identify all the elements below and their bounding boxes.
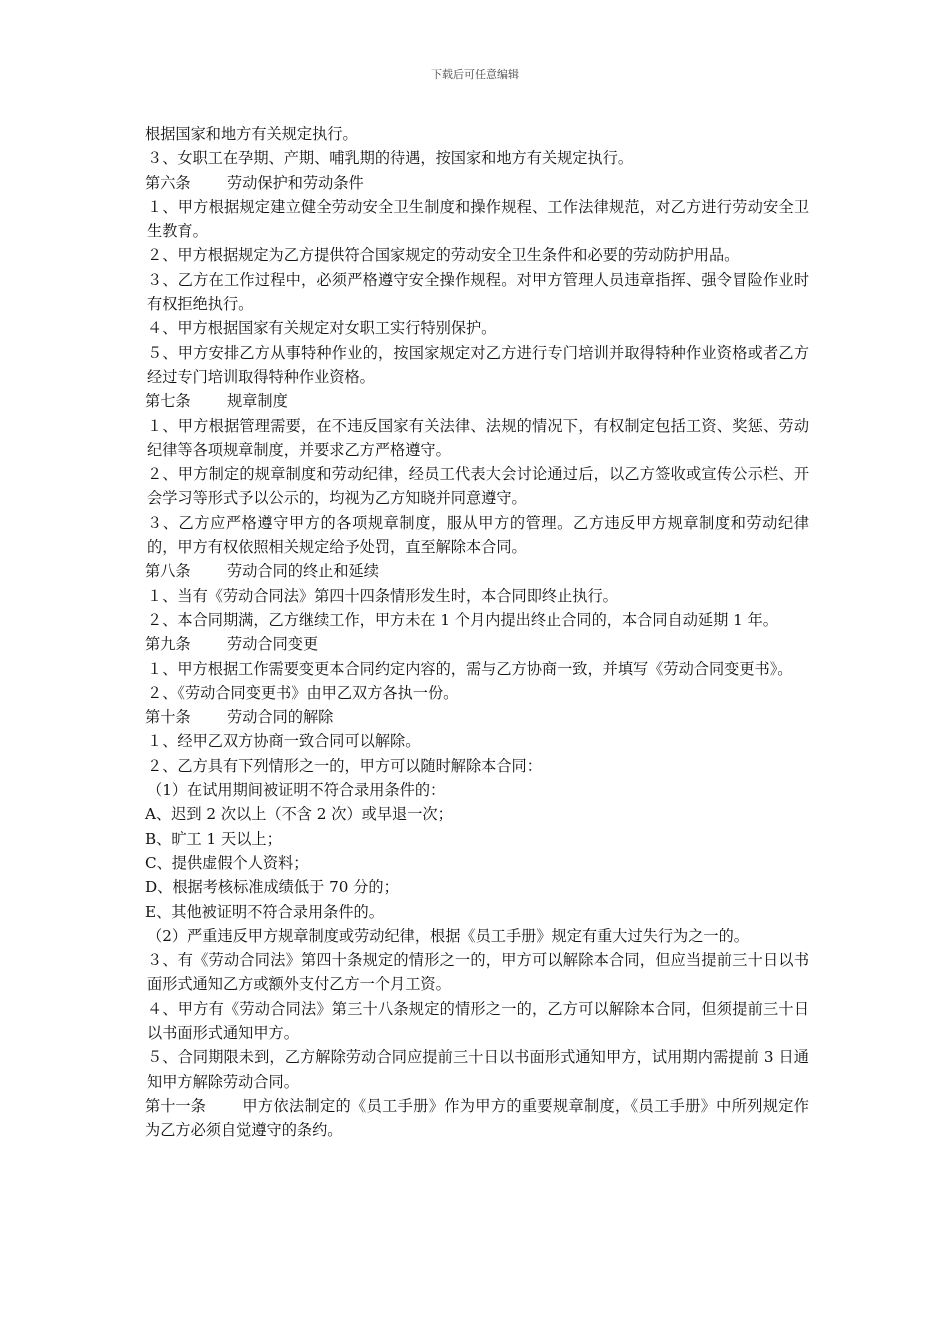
- article-heading: [145, 389, 809, 413]
- paragraph: ２、本合同期满，乙方继续工作，甲方未在 1 个月内提出终止合同的，本合同自动延期 1 年。: [147, 610, 778, 629]
- article-title: 规章制度: [227, 392, 288, 411]
- article-heading: [145, 632, 809, 656]
- paragraph: ２、乙方具有下列情形之一的，甲方可以随时解除本合同：: [147, 756, 542, 775]
- paragraph: ４、甲方有《劳动合同法》第三十八条规定的情形之一的，乙方可以解除本合同，但须提前三十日以书面形式通知甲方。: [147, 999, 809, 1042]
- paragraph: ２、甲方制定的规章制度和劳动纪律，经员工代表大会讨论通过后，以乙方签收或宣传公示栏、开会学习等形式予以公示的，均视为乙方知晓并同意遵守。: [147, 465, 809, 508]
- paragraph: ３、有《劳动合同法》第四十条规定的情形之一的，甲方可以解除本合同，但应当提前三十日以书面形式通知乙方或额外支付乙方一个月工资。: [147, 951, 809, 994]
- article-heading: [145, 1094, 809, 1143]
- paragraph: ３、乙方在工作过程中，必须严格遵守安全操作规程。对甲方管理人员违章指挥、强令冒险作业时有权拒绝执行。: [147, 270, 809, 314]
- article-number: 第十条: [145, 708, 191, 727]
- paragraph: １、甲方根据规定建立健全劳动安全卫生制度和操作规程、工作法律规范，对乙方进行劳动安全卫生教育。: [147, 197, 809, 241]
- article-number: 第八条: [145, 562, 191, 581]
- paragraph: ３、女职工在孕期、产期、哺乳期的待遇，按国家和地方有关规定执行。: [147, 149, 633, 168]
- paragraph: B、旷工 1 天以上；: [145, 829, 282, 848]
- paragraph: 根据国家和地方有关规定执行。: [145, 125, 358, 143]
- paragraph: ５、合同期限未到，乙方解除劳动合同应提前三十日以书面形式通知甲方，试用期内需提前 3 日通知甲方解除劳动合同。: [147, 1048, 809, 1091]
- paragraph: C、提供虚假个人资料；: [145, 853, 309, 872]
- article-heading: [145, 171, 809, 195]
- paragraph: １、甲方根据工作需要变更本合同约定内容的，需与乙方协商一致，并填写《劳动合同变更书》。: [147, 659, 793, 678]
- paragraph: ５、甲方安排乙方从事特种作业的，按国家规定对乙方进行专门培训并取得特种作业资格或者乙方经过专门培训取得特种作业资格。: [147, 343, 809, 386]
- paragraph: E、其他被证明不符合录用条件的。: [145, 902, 384, 921]
- paragraph: （1）在试用期间被证明不符合录用条件的：: [147, 781, 446, 800]
- article-number: 第九条: [145, 635, 191, 654]
- paragraph: ２、《劳动合同变更书》由甲乙双方各执一份。: [147, 683, 459, 702]
- article-number: 第六条: [145, 173, 191, 192]
- article-number: 第十一条: [145, 1096, 206, 1115]
- article-title: 甲方依法制定的《员工手册》作为甲方的重要规章制度，《员工手册》中所列规定作为乙方必须自觉遵守的条约。: [145, 1096, 809, 1140]
- page-header: 下载后可任意编辑: [431, 68, 519, 81]
- paragraph: １、经甲乙双方协商一致合同可以解除。: [147, 732, 421, 751]
- article-number: 第七条: [145, 392, 191, 411]
- article-title: 劳动合同的终止和延续: [227, 562, 379, 581]
- paragraph: ２、甲方根据规定为乙方提供符合国家规定的劳动安全卫生条件和必要的劳动防护用品。: [147, 246, 740, 265]
- paragraph: D、根据考核标准成绩低于 70 分的；: [145, 878, 399, 897]
- paragraph: １、当有《劳动合同法》第四十四条情形发生时，本合同即终止执行。: [147, 586, 618, 605]
- paragraph: A、迟到 2 次以上（不含 2 次）或早退一次；: [145, 805, 453, 824]
- paragraph: １、甲方根据管理需要，在不违反国家有关法律、法规的情况下，有权制定包括工资、奖惩、劳动纪律等各项规章制度，并要求乙方严格遵守。: [147, 416, 809, 459]
- paragraph: （2）严重违反甲方规章制度或劳动纪律，根据《员工手册》规定有重大过失行为之一的。: [147, 926, 749, 945]
- article-heading: [145, 559, 809, 583]
- paragraph: ４、甲方根据国家有关规定对女职工实行特别保护。: [147, 319, 497, 338]
- paragraph: ３、乙方应严格遵守甲方的各项规章制度，服从甲方的管理。乙方违反甲方规章制度和劳动纪律的，甲方有权依照相关规定给予处罚，直至解除本合同。: [147, 513, 809, 557]
- article-title: 劳动合同变更: [227, 635, 319, 654]
- article-title: 劳动保护和劳动条件: [227, 173, 364, 192]
- article-title: 劳动合同的解除: [227, 708, 334, 727]
- document-body: [145, 122, 809, 1142]
- article-heading: [145, 705, 809, 729]
